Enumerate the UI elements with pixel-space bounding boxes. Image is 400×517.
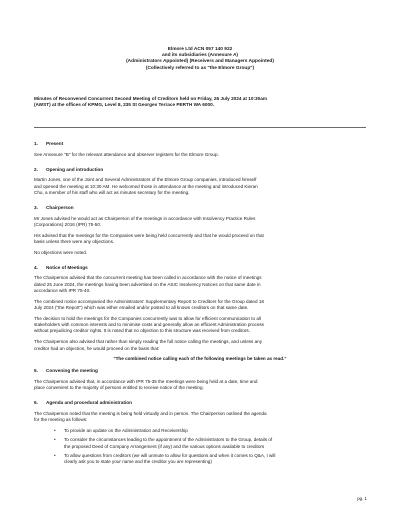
- section-notice-text-1: The Chairperson advised that the concurrent meeting has been called in accordance with the notice of meetings dated 25 June 2024, the meetings having been advertised on the ASIC Insolvency Notices on that same date in accordance with IPR 75-40.: [34, 275, 262, 293]
- minutes-title: Minutes of Reconvened Concurrent Second Meeting of Creditors held on Friday, 26 July 2024 at 10:30am (AWST) at the offices of KPMG, Level 8, 235 St Georges Terrace PERTH WA 6000.: [34, 96, 268, 108]
- section-heading-chairperson: 3. Chairperson: [34, 204, 74, 210]
- section-agenda-text: The Chairperson noted that the meeting is being held virtually and in person. The Chairperson outlined the agenda for the meeting as follows:: [34, 410, 267, 423]
- section-present-text: See Annexure "B" for the relevant attendance and observer registers for the Elmore Group.: [34, 151, 219, 157]
- section-heading-agenda: 6. Agenda and procedural administration: [34, 400, 132, 406]
- bullet-icon: •: [54, 437, 56, 443]
- section-chairperson-text-3: No objections were noted.: [34, 249, 88, 255]
- company-status: (Administrators Appointed) (Receivers and Managers Appointed): [126, 59, 274, 65]
- list-item: • To consider the circumstances leading to the appointment of the Administrators to the Group, details of the proposed Deed of Company Arrangement (if any) and the various options available to creditors: [54, 437, 273, 449]
- section-chairperson-text-1: Mr Jones advised he would act as Chairperson of the meetings in accordance with Insolvency Practice Rules (Corporations) 2016 (IPR) 75-50.: [34, 215, 256, 227]
- section-heading-notice: 4. Notice of Meetings: [34, 264, 88, 270]
- bullet-icon: •: [54, 453, 56, 459]
- section-heading-opening: 2. Opening and introduction: [34, 166, 104, 172]
- section-notice-text-2: The combined notice accompanied the Administrators' Supplementary Report to Creditors for the Group dated 18 July 2024 ("the Report") which was either emailed and/or posted to all known creditors on that same date.: [34, 298, 264, 311]
- section-convening-text: The Chairperson advised that, in accordance with IPR 75-35 the meetings were being held at a date, time and place convenient to the majority of persons entitled to receive notice of the meeting.: [34, 378, 258, 391]
- section-notice-text-3: The decision to hold the meetings for the Companies concurrently was to allow for efficient communication to all stakeholders with common interests and to minimise costs and generally allow an efficient Administration process without prejudicing creditor rights. It is noted that no objection to this structure was received from creditors.: [34, 315, 264, 334]
- company-name: Elmore Ltd ACN 057 140 922: [167, 47, 233, 52]
- list-item: • To allow questions from creditors (we will unmute to allow for questions and when it comes to Q&A, I will clearly ask you to state your name and the creditor you are representing): [54, 453, 276, 465]
- minutes-body: [34, 141, 366, 469]
- resolution-quote: "The combined notice calling each of the following meetings be taken as read.": [113, 356, 287, 362]
- agenda-list: [34, 428, 366, 466]
- company-subsidiaries: and its subsidiaries (Annexure A): [161, 53, 239, 59]
- title-divider: [34, 127, 366, 128]
- bullet-icon: •: [54, 427, 56, 433]
- section-heading-convening: 5. Convening the meeting: [34, 368, 98, 374]
- page-number: pg. 1: [357, 496, 367, 501]
- section-chairperson-text-2: His advised that the meetings for the Companies were being held concurrently and that he would proceed on that basis unless there were any objections.: [34, 232, 264, 244]
- company-collective-name: (Collectively referred to as "the Elmore Group"): [145, 65, 255, 71]
- section-notice-text-4: The Chairperson also advised that rather than simply reading the full notice calling the meetings, and unless any creditor had an objection, he would proceed on the basis that:: [34, 339, 263, 351]
- list-item: • To provide an update on the Administration and Receivership: [54, 427, 188, 433]
- section-heading-present: 1. Present: [34, 141, 64, 146]
- document-header: [0, 47, 400, 72]
- section-opening-text: Martin Jones, one of the Joint and Several Administrators of the Elmore Group companies, introduced himself and opened the meeting at 10:30 AM. He welcomed those in attendance at the meeting and introduced Kieran Chu, a member of his staff who will act as minutes secretary for the meeting.: [34, 177, 258, 195]
